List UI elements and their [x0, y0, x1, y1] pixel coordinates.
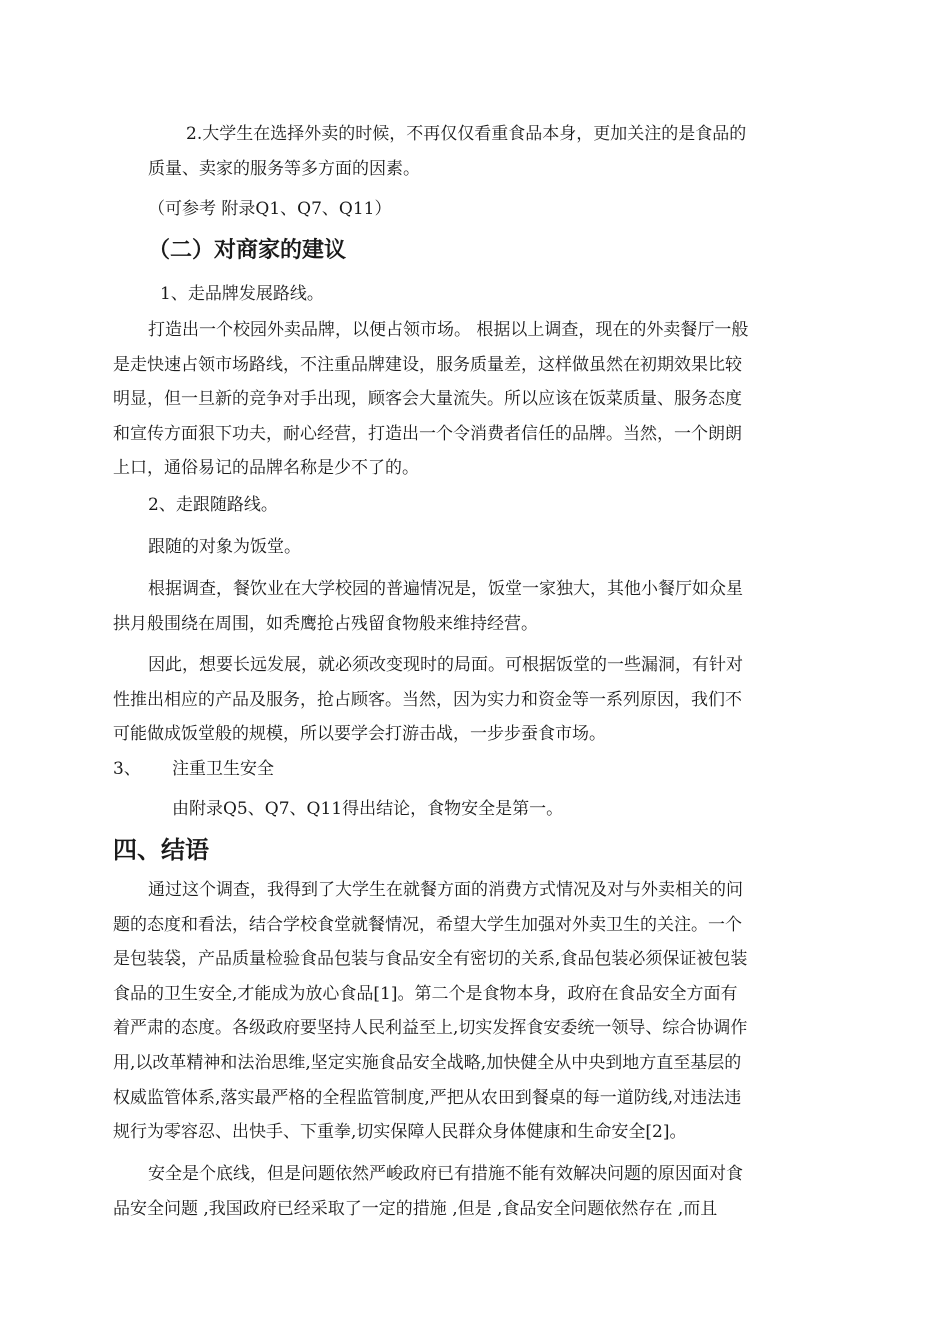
- paragraph-food-safety-first: 由附录Q5、Q7、Q11得出结论，食物安全是第一。: [172, 799, 564, 819]
- text-line: 和宣传方面狠下功夫，耐心经营，打造出一个令消费者信任的品牌。当然，一个朗朗: [113, 423, 742, 444]
- text-line: 因此，想要长远发展，就必须改变现时的局面。可根据饭堂的一些漏洞，有针对: [148, 655, 743, 675]
- text-line: 规行为零容忍、出快手、下重拳,切实保障人民群众身体健康和生命安全[2]。: [113, 1122, 687, 1143]
- paragraph-follow-target: 跟随的对象为饭堂。: [148, 537, 301, 557]
- text-line: 是走快速占领市场路线，不注重品牌建设，服务质量差，这样做虽然在初期效果比较: [113, 354, 742, 375]
- item-title-brand-route: 1、走品牌发展路线。: [160, 284, 324, 304]
- text-line: 质量、卖家的服务等多方面的因素。: [148, 158, 420, 179]
- paragraph-brand-route: [113, 313, 829, 486]
- paragraph-student-concerns: [113, 117, 829, 186]
- text-line: 安全是个底线，但是问题依然严峻政府已有措施不能有效解决问题的原因面对食: [148, 1164, 743, 1184]
- text-line: 打造出一个校园外卖品牌，以便占领市场。 根据以上调查，现在的外卖餐厅一般: [148, 320, 749, 340]
- text-line: 通过这个调查，我得到了大学生在就餐方面的消费方式情况及对与外卖相关的问: [148, 880, 743, 900]
- section-heading-conclusion: 四、结语: [113, 836, 209, 864]
- text-line: 明显，但一旦新的竞争对手出现，顾客会大量流失。所以应该在饭菜质量、服务态度: [113, 389, 742, 410]
- text-line: 性推出相应的产品及服务，抢占顾客。当然，因为实力和资金等一系列原因，我们不: [113, 689, 742, 710]
- text-line: 可能做成饭堂般的规模，所以要学会打游击战，一步步蚕食市场。: [113, 724, 606, 745]
- text-line: 拱月般围绕在周围，如秃鹰抢占残留食物般来维持经营。: [113, 613, 538, 634]
- text-line: 着严肃的态度。各级政府要坚持人民利益至上,切实发挥食安委统一领导、综合协调作: [113, 1018, 748, 1039]
- item-title-follow-route: 2、走跟随路线。: [148, 495, 278, 515]
- item-number-hygiene: 3、: [113, 759, 141, 779]
- text-line: 食品的卫生安全,才能成为放心食品[1]。第二个是食物本身，政府在食品安全方面有: [113, 983, 738, 1004]
- text-line: 权威监管体系,落实最严格的全程监管制度,严把从农田到餐桌的每一道防线,对违法违: [113, 1087, 742, 1108]
- paragraph-long-term-development: [113, 648, 829, 752]
- appendix-reference: （可参考 附录Q1、Q7、Q11）: [148, 199, 392, 219]
- text-line: 题的态度和看法，结合学校食堂就餐情况，希望大学生加强对外卖卫生的关注。一个: [113, 914, 742, 935]
- item-title-hygiene: 注重卫生安全: [172, 759, 274, 779]
- paragraph-campus-situation: [113, 572, 829, 641]
- paragraph-safety-bottom-line: [113, 1157, 829, 1226]
- text-line: 品安全问题 ,我国政府已经采取了一定的措施 ,但是 ,食品安全问题依然存在 ,而且: [113, 1198, 718, 1219]
- text-line: 2.大学生在选择外卖的时候，不再仅仅看重食品本身，更加关注的是食品的: [186, 124, 747, 144]
- text-line: 根据调查，餐饮业在大学校园的普遍情况是，饭堂一家独大，其他小餐厅如众星: [148, 579, 743, 599]
- text-line: 是包装袋，产品质量检验食品包装与食品安全有密切的关系,食品包装必须保证被包装: [113, 949, 748, 970]
- section-heading-merchant-suggestions: （二）对商家的建议: [148, 238, 347, 263]
- text-line: 用,以改革精神和法治思维,坚定实施食品安全战略,加快健全从中央到地方直至基层的: [113, 1052, 742, 1073]
- paragraph-survey-conclusion: [113, 873, 829, 1150]
- text-line: 上口，通俗易记的品牌名称是少不了的。: [113, 458, 419, 479]
